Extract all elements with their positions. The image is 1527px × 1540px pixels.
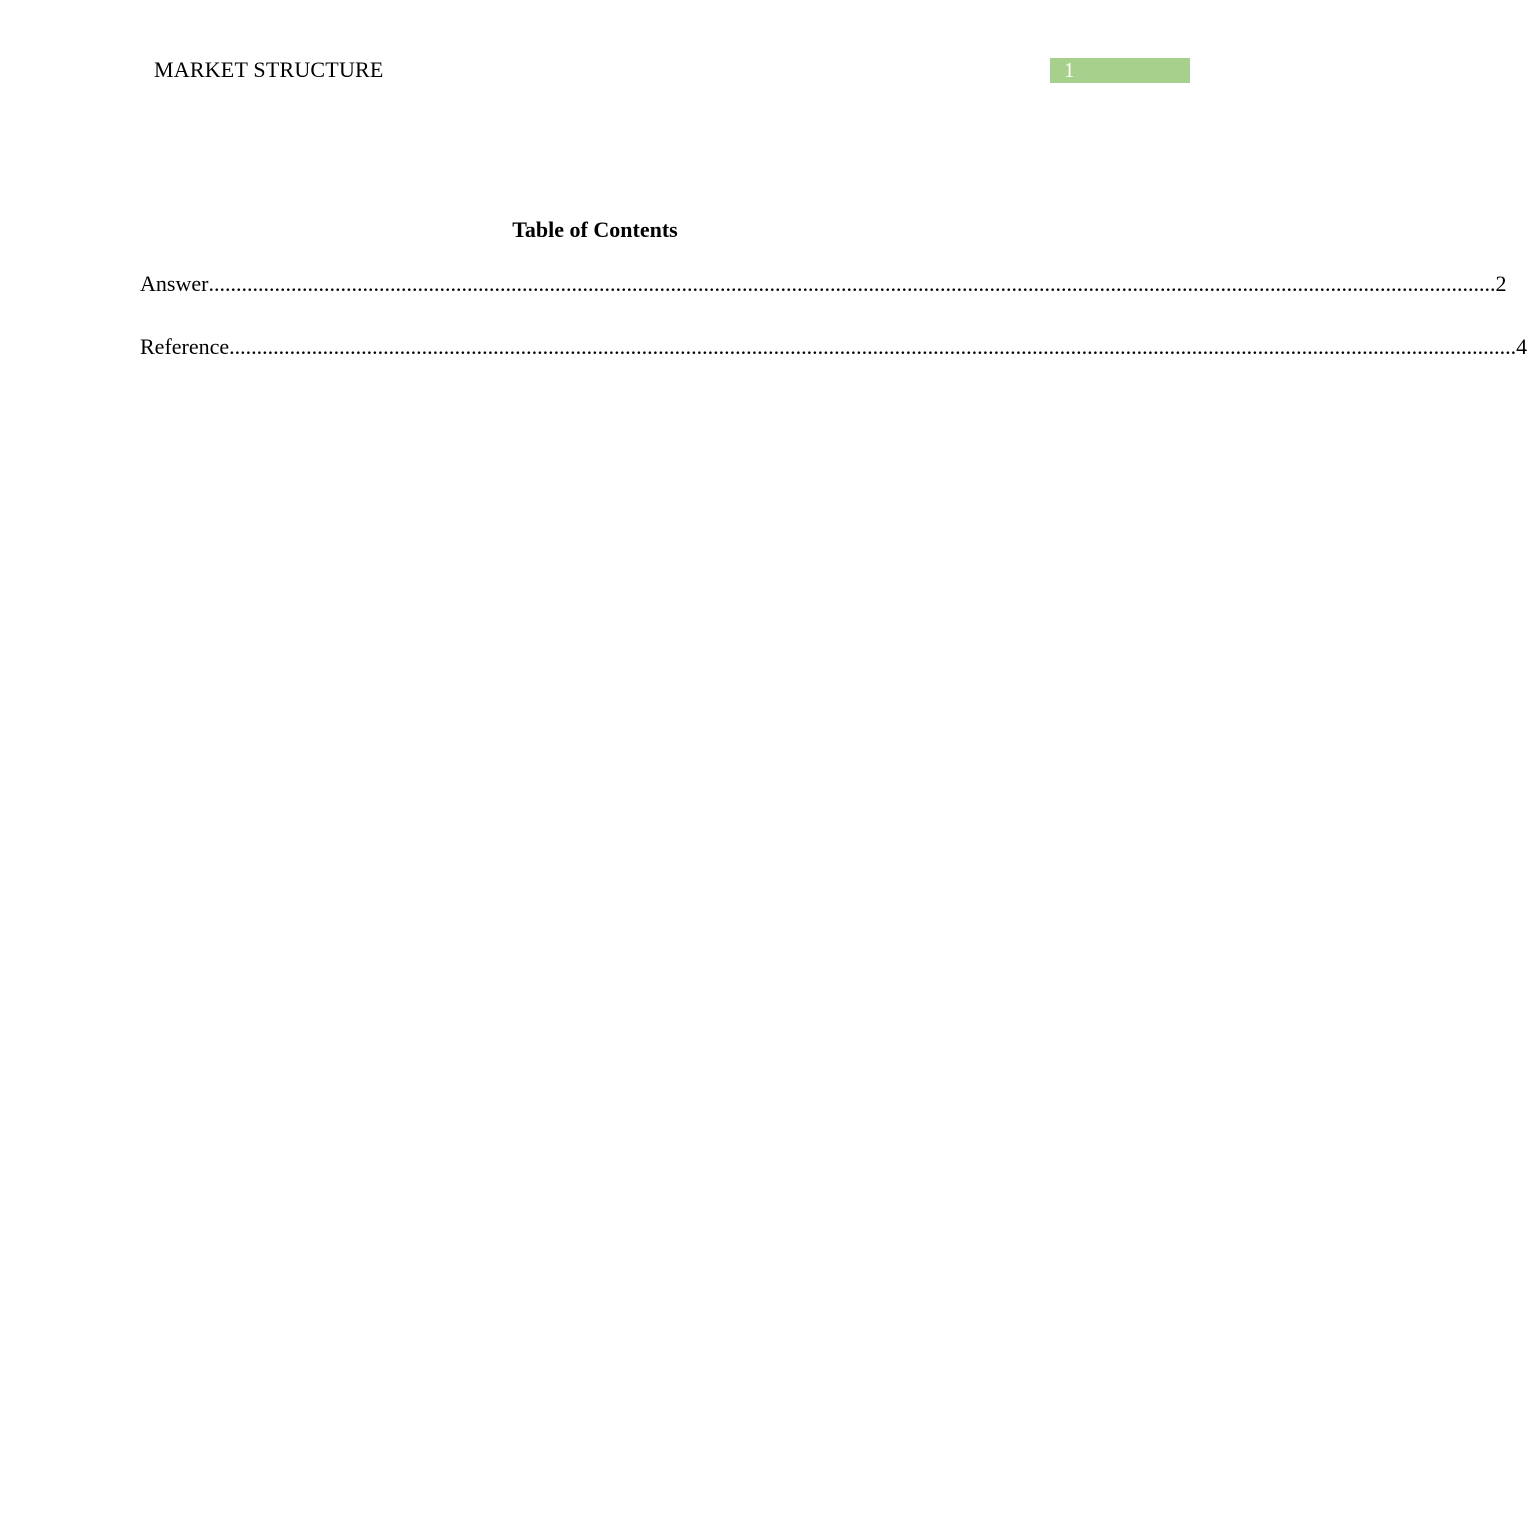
toc-entry-label: Reference xyxy=(140,334,230,359)
toc-heading: Table of Contents xyxy=(512,217,678,242)
page-number-box xyxy=(1050,58,1190,83)
toc-dot-leader: .......................................................................................................................................................................................................................................... xyxy=(208,271,1496,296)
toc-entry-label: Answer xyxy=(140,271,209,296)
toc-entry-page: 2 xyxy=(1495,271,1507,296)
page-number: 1 xyxy=(1064,58,1075,82)
toc-dot-leader: .......................................................................................................................................................................................................................................... xyxy=(229,334,1517,359)
toc-entry-page: 4 xyxy=(1516,334,1527,359)
running-header-title: MARKET STRUCTURE xyxy=(154,57,384,82)
toc-entry-answer[interactable] xyxy=(140,270,1507,298)
toc-entry-reference[interactable] xyxy=(140,333,1527,361)
